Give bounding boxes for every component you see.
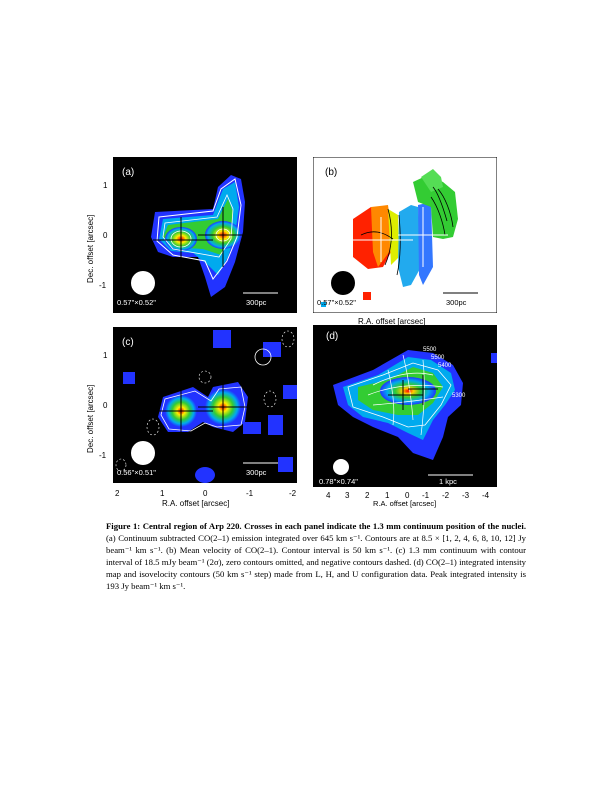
d-xtick-4: 4 bbox=[326, 491, 331, 500]
figure-caption bbox=[106, 520, 526, 592]
panel-c bbox=[113, 327, 297, 483]
panel-b-image bbox=[313, 157, 497, 313]
panel-c-image bbox=[113, 327, 297, 483]
d-xtick-2: 2 bbox=[365, 491, 370, 500]
d-xtick-1: 1 bbox=[385, 491, 390, 500]
panel-a-beam: 0.57"×0.52" bbox=[117, 298, 156, 307]
a-dec-label: Dec. offset [arcsec] bbox=[86, 214, 95, 283]
panel-a-scale: 300pc bbox=[246, 298, 267, 307]
panel-a-label: (a) bbox=[122, 167, 135, 178]
d-xtick-m3: -3 bbox=[462, 491, 470, 500]
panel-c-scale: 300pc bbox=[246, 468, 267, 477]
panel-b-label: (b) bbox=[325, 167, 338, 178]
panel-d-label: (d) bbox=[326, 331, 339, 342]
a-ytick-0: 0 bbox=[103, 231, 108, 240]
c-ytick-1: 1 bbox=[103, 351, 108, 360]
panel-c-beam: 0.56"×0.51" bbox=[117, 468, 156, 477]
a-ytick-m1: -1 bbox=[99, 281, 107, 290]
panel-a-image bbox=[113, 157, 297, 313]
panel-b bbox=[313, 157, 497, 313]
d-xtick-m2: -2 bbox=[442, 491, 450, 500]
panel-d-contour-label-2: 5500 bbox=[431, 355, 445, 361]
panel-d-contour-label-4: 5300 bbox=[452, 393, 466, 399]
c-ytick-m1: -1 bbox=[99, 451, 107, 460]
a-ytick-1: 1 bbox=[103, 181, 108, 190]
panel-a bbox=[113, 157, 297, 313]
panel-d-beam: 0.78"×0.74" bbox=[319, 477, 358, 486]
c-ra-label: R.A. offset [arcsec] bbox=[162, 499, 230, 508]
panel-d bbox=[313, 325, 497, 487]
d-xtick-3: 3 bbox=[345, 491, 350, 500]
panel-d-contour-label-1: 5500 bbox=[423, 347, 437, 353]
panel-b-beam: 0.57"×0.52" bbox=[317, 298, 356, 307]
panel-b-scale: 300pc bbox=[446, 298, 467, 307]
d-xtick-m1: -1 bbox=[422, 491, 430, 500]
c-xtick-0: 0 bbox=[203, 489, 208, 498]
panel-d-scale: 1 kpc bbox=[439, 477, 457, 486]
c-dec-label: Dec. offset [arcsec] bbox=[86, 384, 95, 453]
panel-c-label: (c) bbox=[122, 337, 134, 348]
d-xtick-m4: -4 bbox=[482, 491, 490, 500]
panel-d-image bbox=[313, 325, 497, 487]
caption-lead: Figure 1: Central region of Arp 220. Crosses in each panel indicate the 1.3 mm continuum position of the nuclei. bbox=[106, 521, 526, 531]
c-xtick-m1: -1 bbox=[246, 489, 254, 498]
d-ra-label: R.A. offset [arcsec] bbox=[373, 499, 437, 508]
c-xtick-1: 1 bbox=[160, 489, 165, 498]
c-xtick-m2: -2 bbox=[289, 489, 297, 498]
ab-ra-label: R.A. offset [arcsec] bbox=[358, 317, 426, 326]
panel-d-contour-label-3: 5400 bbox=[438, 363, 452, 369]
d-xtick-0: 0 bbox=[405, 491, 410, 500]
c-xtick-2: 2 bbox=[115, 489, 120, 498]
caption-body: (a) Continuum subtracted CO(2–1) emission integrated over 645 km s⁻¹. Contours are at 8.5 × [1, 2, 4, 6, 8, 10, 12] Jy beam⁻¹ km s⁻¹. (b) Mean velocity of CO(2–1). Contour interval is 50 km s⁻¹. (c) 1.3 mm continuum with contour interval of 18.5 mJy beam⁻¹ (2σ), zero contours omitted, and negative contours dashed. (d) CO(2–1) integrated intensity map and isovelocity contours (50 km s⁻¹ step) made from L, H, and U configuration data. Peak integrated intensity is 193 Jy beam⁻¹ km s⁻¹. bbox=[106, 533, 526, 591]
c-ytick-0: 0 bbox=[103, 401, 108, 410]
